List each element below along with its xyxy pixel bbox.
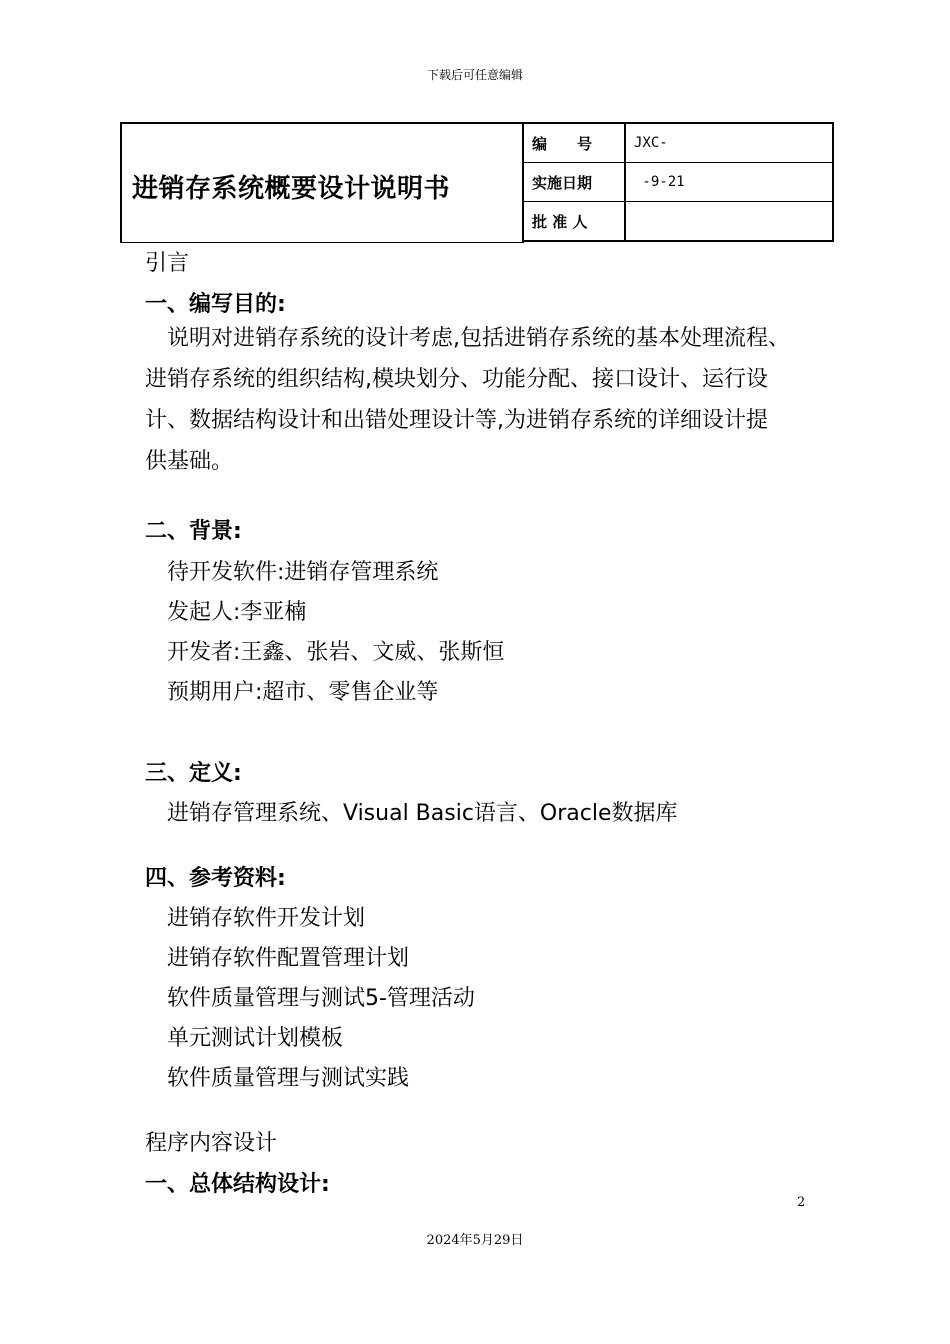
definitions-text: 进销存管理系统、Visual Basic语言、Oracle数据库: [167, 801, 678, 826]
purpose-line: 进销存系统的组织结构,模块划分、功能分配、接口设计、运行设: [145, 367, 768, 392]
meta-value: -9-21: [625, 163, 833, 202]
meta-row-approver: [523, 202, 833, 242]
reference-item: 软件质量管理与测试实践: [167, 1066, 410, 1091]
document-title: 进销存系统概要设计说明书: [132, 174, 451, 204]
structure-heading: 一、总体结构设计:: [145, 1172, 330, 1197]
references-heading: 四、参考资料:: [145, 866, 286, 891]
reference-item: 进销存软件开发计划: [167, 906, 366, 931]
purpose-heading: 一、编写目的:: [145, 292, 286, 317]
title-box: [120, 122, 524, 243]
reference-item: 软件质量管理与测试5-管理活动: [167, 986, 475, 1011]
meta-table: [522, 122, 834, 242]
background-item: 开发者:王鑫、张岩、文威、张斯恒: [167, 640, 505, 665]
meta-row-number: [523, 123, 833, 163]
background-item: 发起人:李亚楠: [167, 600, 307, 625]
meta-key: 实施日期: [523, 163, 625, 202]
background-heading: 二、背景:: [145, 519, 242, 544]
meta-value: JXC-: [625, 123, 833, 163]
meta-key: 批 准 人: [523, 202, 625, 242]
reference-item: 单元测试计划模板: [167, 1026, 344, 1051]
page-number: 2: [797, 1195, 806, 1210]
header-note: 下载后可任意编辑: [426, 68, 523, 82]
background-item: 预期用户:超市、零售企业等: [167, 680, 439, 705]
meta-value: [625, 202, 833, 242]
meta-key: 编 号: [523, 123, 625, 163]
purpose-line: 计、数据结构设计和出错处理设计等,为进销存系统的详细设计提: [145, 408, 768, 433]
reference-item: 进销存软件配置管理计划: [167, 946, 410, 971]
footer-date: 2024年5月29日: [426, 1233, 524, 1248]
section-intro-heading: 引言: [145, 251, 190, 276]
background-item: 待开发软件:进销存管理系统: [167, 560, 439, 585]
purpose-line: 供基础。: [145, 449, 234, 474]
purpose-line: 说明对进销存系统的设计考虑,包括进销存系统的基本处理流程、: [145, 326, 790, 351]
definitions-heading: 三、定义:: [145, 761, 242, 786]
meta-row-date: [523, 163, 833, 202]
section-design-heading: 程序内容设计: [145, 1131, 278, 1156]
